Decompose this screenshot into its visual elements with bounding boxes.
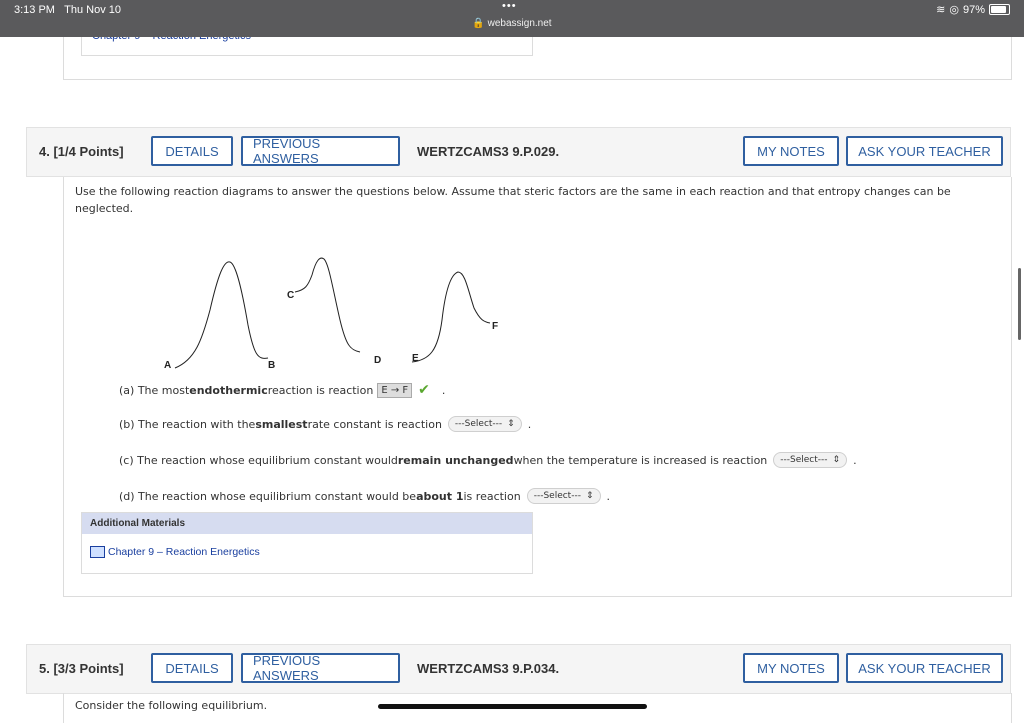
status-time: 3:13 PM Thu Nov 10 [14, 4, 122, 16]
chapter-9-link-text[interactable]: Chapter 9 – Reaction Energetics [108, 546, 260, 558]
q4-my-notes-button[interactable]: MY NOTES [743, 136, 839, 166]
q5-details-button[interactable]: DETAILS [151, 653, 233, 683]
question-5-header [26, 644, 1011, 694]
part-a-text-post: reaction is reaction [267, 383, 374, 397]
select-arrows-icon: ⇕ [585, 491, 594, 501]
correct-check-icon: ✔ [418, 382, 430, 398]
question-4-number: 4. [1/4 Points] [39, 144, 124, 159]
part-d-select-value: ---Select--- [533, 491, 581, 501]
diagram-label-d: D [374, 355, 382, 366]
battery-percent: 97% [962, 3, 985, 16]
part-a-answer: E → F [377, 383, 412, 398]
question-5-number: 5. [3/3 Points] [39, 661, 124, 676]
question-4-intro: Use the following reaction diagrams to answer the questions below. Assume that steric factors are the same in each reaction and that entropy changes can be neglected. [75, 185, 951, 215]
diagram-label-c: C [287, 290, 295, 301]
curve-a-b [175, 262, 268, 368]
q5-my-notes-button[interactable]: MY NOTES [743, 653, 839, 683]
additional-materials [81, 512, 533, 574]
part-b-end: . [527, 417, 532, 431]
part-a-end: . [441, 383, 446, 397]
status-right [936, 3, 1010, 16]
question-4-header [26, 127, 1011, 177]
q4-previous-answers-button[interactable]: PREVIOUS ANSWERS [241, 136, 400, 166]
part-a [119, 382, 445, 398]
question-5-code: WERTZCAMS3 9.P.034. [417, 661, 560, 676]
question-5-intro: Consider the following equilibrium. [75, 699, 268, 712]
diagram-label-e: E [412, 353, 419, 364]
part-c-bold: remain unchanged [397, 453, 514, 467]
book-icon [90, 546, 105, 558]
select-arrows-icon: ⇕ [507, 419, 515, 429]
battery-icon [989, 4, 1010, 15]
part-d [119, 488, 610, 504]
part-d-select[interactable] [527, 488, 601, 504]
curve-c-d [295, 258, 360, 352]
select-arrows-icon: ⇕ [832, 455, 841, 465]
part-b-text-pre: (b) The reaction with the [119, 417, 256, 431]
part-b [119, 416, 531, 432]
part-c-text-post: when the temperature is increased is reaction [513, 453, 768, 467]
reaction-diagram [150, 250, 520, 375]
part-c-end: . [853, 453, 857, 467]
part-c-select-value: ---Select--- [780, 455, 828, 465]
wifi-icon: ≋ [936, 4, 946, 16]
part-b-text-post: rate constant is reaction [307, 417, 442, 431]
additional-materials-header: Additional Materials [82, 513, 532, 534]
part-d-end: . [606, 489, 610, 503]
part-a-text-pre: (a) The most [119, 383, 190, 397]
diagram-label-a: A [164, 360, 172, 371]
part-b-bold: smallest [255, 417, 308, 431]
q4-details-button[interactable]: DETAILS [151, 136, 233, 166]
question-4-code: WERTZCAMS3 9.P.029. [417, 144, 560, 159]
part-b-select[interactable] [448, 416, 522, 432]
more-dots-icon[interactable]: ••• [502, 0, 517, 12]
q4-ask-teacher-button[interactable]: ASK YOUR TEACHER [846, 136, 1003, 166]
home-indicator[interactable] [378, 704, 647, 709]
diagram-label-f: F [492, 321, 499, 332]
curve-e-f [412, 272, 490, 362]
q5-previous-answers-button[interactable]: PREVIOUS ANSWERS [241, 653, 400, 683]
q5-ask-teacher-button[interactable]: ASK YOUR TEACHER [846, 653, 1003, 683]
status-bar [0, 0, 1024, 37]
part-c-text-pre: (c) The reaction whose equilibrium constant would [119, 453, 398, 467]
part-a-bold: endothermic [189, 383, 268, 397]
address-bar[interactable]: 🔒 webassign.net [472, 18, 552, 29]
chapter-9-link[interactable] [90, 546, 260, 558]
part-c-select[interactable] [773, 452, 847, 468]
part-d-bold: about 1 [416, 489, 464, 503]
part-d-text-post: is reaction [463, 489, 521, 503]
part-c [119, 452, 857, 468]
diagram-label-b: B [268, 360, 276, 371]
part-b-select-value: ---Select--- [454, 419, 503, 429]
part-d-text-pre: (d) The reaction whose equilibrium constant would be [119, 489, 417, 503]
rotation-lock-icon: ◎ [949, 4, 959, 16]
scrollbar[interactable] [1018, 268, 1021, 340]
